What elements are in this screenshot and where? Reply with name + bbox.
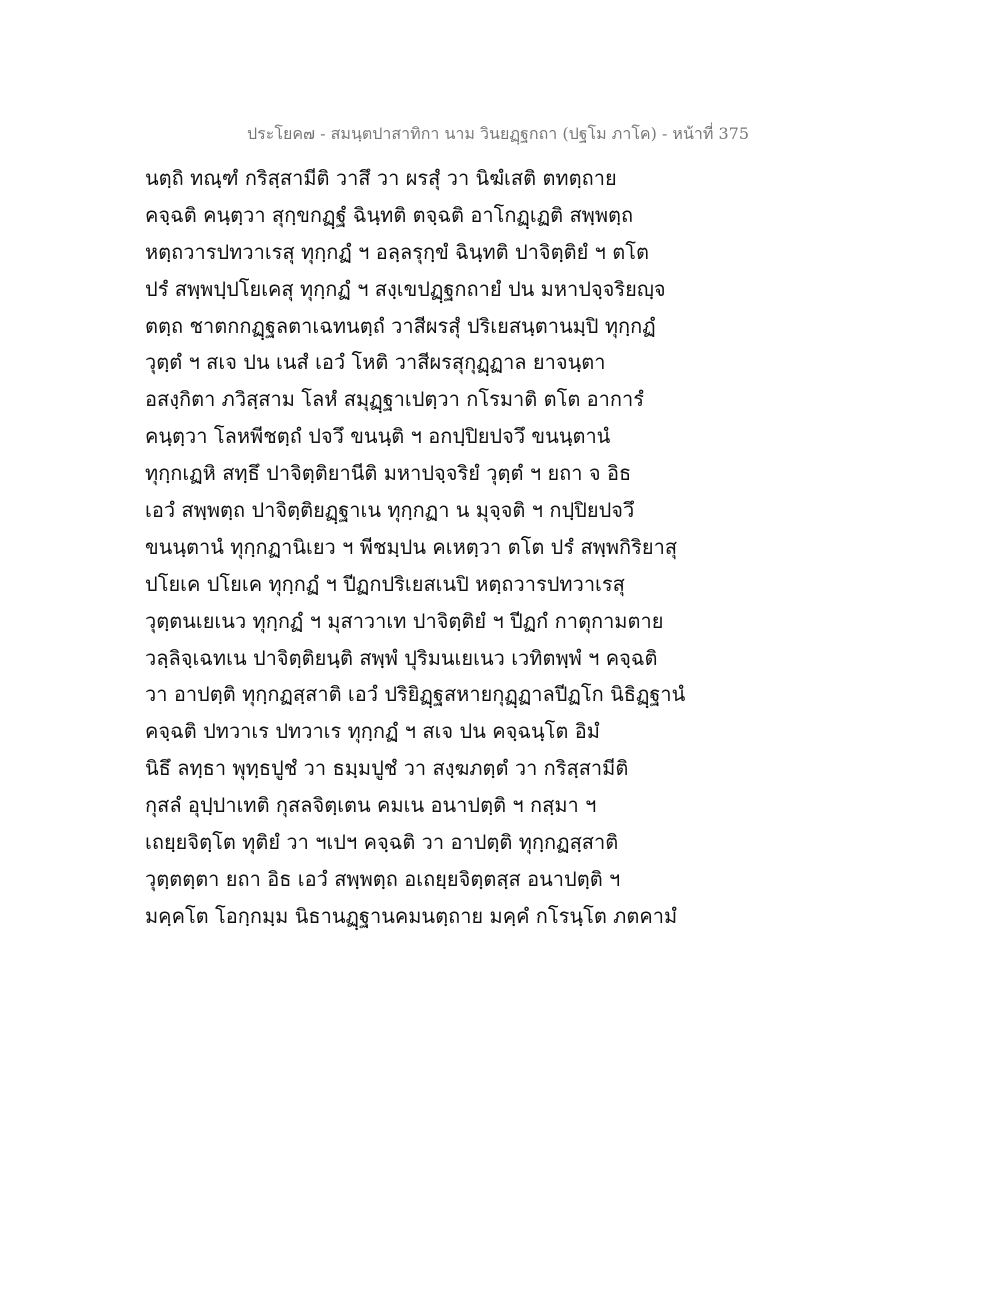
body-text bbox=[145, 160, 685, 935]
text-line: นิธึ ลทฺธา พุทฺธปูชํ วา ธมฺมปูชํ วา สงฺฆภตฺตํ วา กริสฺสามีติ bbox=[145, 756, 629, 781]
text-line: เอวํ สพฺพตฺถ ปาจิตฺติยฏฺฐาเน ทุกฺกฏา น มุจฺจติ ฯ กปฺปิยปจวึ bbox=[145, 498, 635, 523]
text-line: นตฺถิ ทณฺฑํ กริสฺสามีติ วาสึ วา ผรสุํ วา นิฆํเสติ ตทตฺถาย bbox=[145, 166, 617, 190]
text-line: คจฺฉติ ปทวาเร ปทวาเร ทุกฺกฏํ ฯ สเจ ปน คจฺฉนฺโต อิมํ bbox=[145, 719, 600, 744]
text-line: อสงฺกิตา ภวิสฺสาม โลหํ สมุฏฺฐาเปตฺวา กโรมาติ ตโต อาการํ bbox=[145, 387, 644, 412]
running-header: ประโยค๗ - สมนฺตปาสาทิกา นาม วินยฏฺฐกถา (ปฐโม ภาโค) - หน้าที่ 375 bbox=[247, 124, 750, 143]
text-line: หตฺถวารปทวาเรสุ ทุกฺกฏํ ฯ อลฺลรุกฺขํ ฉินฺทติ ปาจิตฺติยํ ฯ ตโต bbox=[145, 239, 649, 264]
text-line: ตตฺถ ชาตกกฏฺฐลตาเฉทนตฺถํ วาสีผรสุํ ปริเยสนฺตานมฺปิ ทุกฺกฏํ bbox=[145, 313, 656, 338]
text-line: ปรํ สพฺพปฺปโยเคสุ ทุกฺกฏํ ฯ สงฺเขปฏฺฐกถายํ ปน มหาปจฺจริยญฺจ bbox=[145, 276, 666, 301]
text-line: กุสลํ อุปฺปาเทติ กุสลจิตฺเตน คมเน อนาปตฺติ ฯ กสฺมา ฯ bbox=[145, 793, 597, 818]
text-line: มคฺคโต โอกฺกมฺม นิธานฏฺฐานคมนตฺถาย มคฺคํ กโรนฺโต ภตคามํ bbox=[145, 903, 678, 928]
text-line: เถยฺยจิตฺโต ทุติยํ วา ฯเปฯ คจฺฉติ วา อาปตฺติ ทุกฺกฏสฺสาติ bbox=[145, 830, 619, 855]
text-line: ทุกฺกเฏหิ สทฺธึ ปาจิตฺติยานีติ มหาปจฺจริยํ วุตฺตํ ฯ ยถา จ อิธ bbox=[145, 461, 632, 486]
text-line: วุตฺตนเยเนว ทุกฺกฏํ ฯ มุสาวาเท ปาจิตฺติยํ ฯ ปีฏกํ กาตุกามตาย bbox=[145, 608, 664, 633]
text-line: ปโยเค ปโยเค ทุกฺกฏํ ฯ ปีฏกปริเยสเนปิ หตฺถวารปทวาเรสุ bbox=[145, 571, 625, 596]
text-line: คจฺฉติ คนฺตฺวา สุกฺขกฏฺฐํ ฉินฺทติ ตจฺฉติ อาโกฏฺเฏติ สพฺพตฺถ bbox=[145, 202, 634, 227]
text-line: คนฺตฺวา โลหพีชตฺถํ ปจวึ ขนนฺติ ฯ อกปฺปิยปจวึ ขนนฺตานํ bbox=[145, 424, 611, 449]
text-line: วลฺลิจฺเฉทเน ปาจิตฺติยนฺติ สพฺพํ ปุริมนเยเนว เวทิตพฺพํ ฯ คจฺฉติ bbox=[145, 645, 658, 670]
text-line: วุตฺตํ ฯ สเจ ปน เนสํ เอวํ โหติ วาสีผรสุกุฏฺฏาล ยาจนฺตา bbox=[145, 350, 606, 375]
text-line: วา อาปตฺติ ทุกฺกฏสฺสาติ เอวํ ปริยิฏฺฐสหายกุฏฺฏาลปีฏโก นิธิฏฺฐานํ bbox=[145, 682, 686, 707]
text-line: วุตฺตตฺตา ยถา อิธ เอวํ สพฺพตฺถ อเถยฺยจิตฺตสฺส อนาปตฺติ ฯ bbox=[145, 866, 621, 891]
text-line: ขนนฺตานํ ทุกฺกฏานิเยว ฯ พีชมฺปน คเหตฺวา ตโต ปรํ สพฺพกิริยาสุ bbox=[145, 534, 678, 559]
